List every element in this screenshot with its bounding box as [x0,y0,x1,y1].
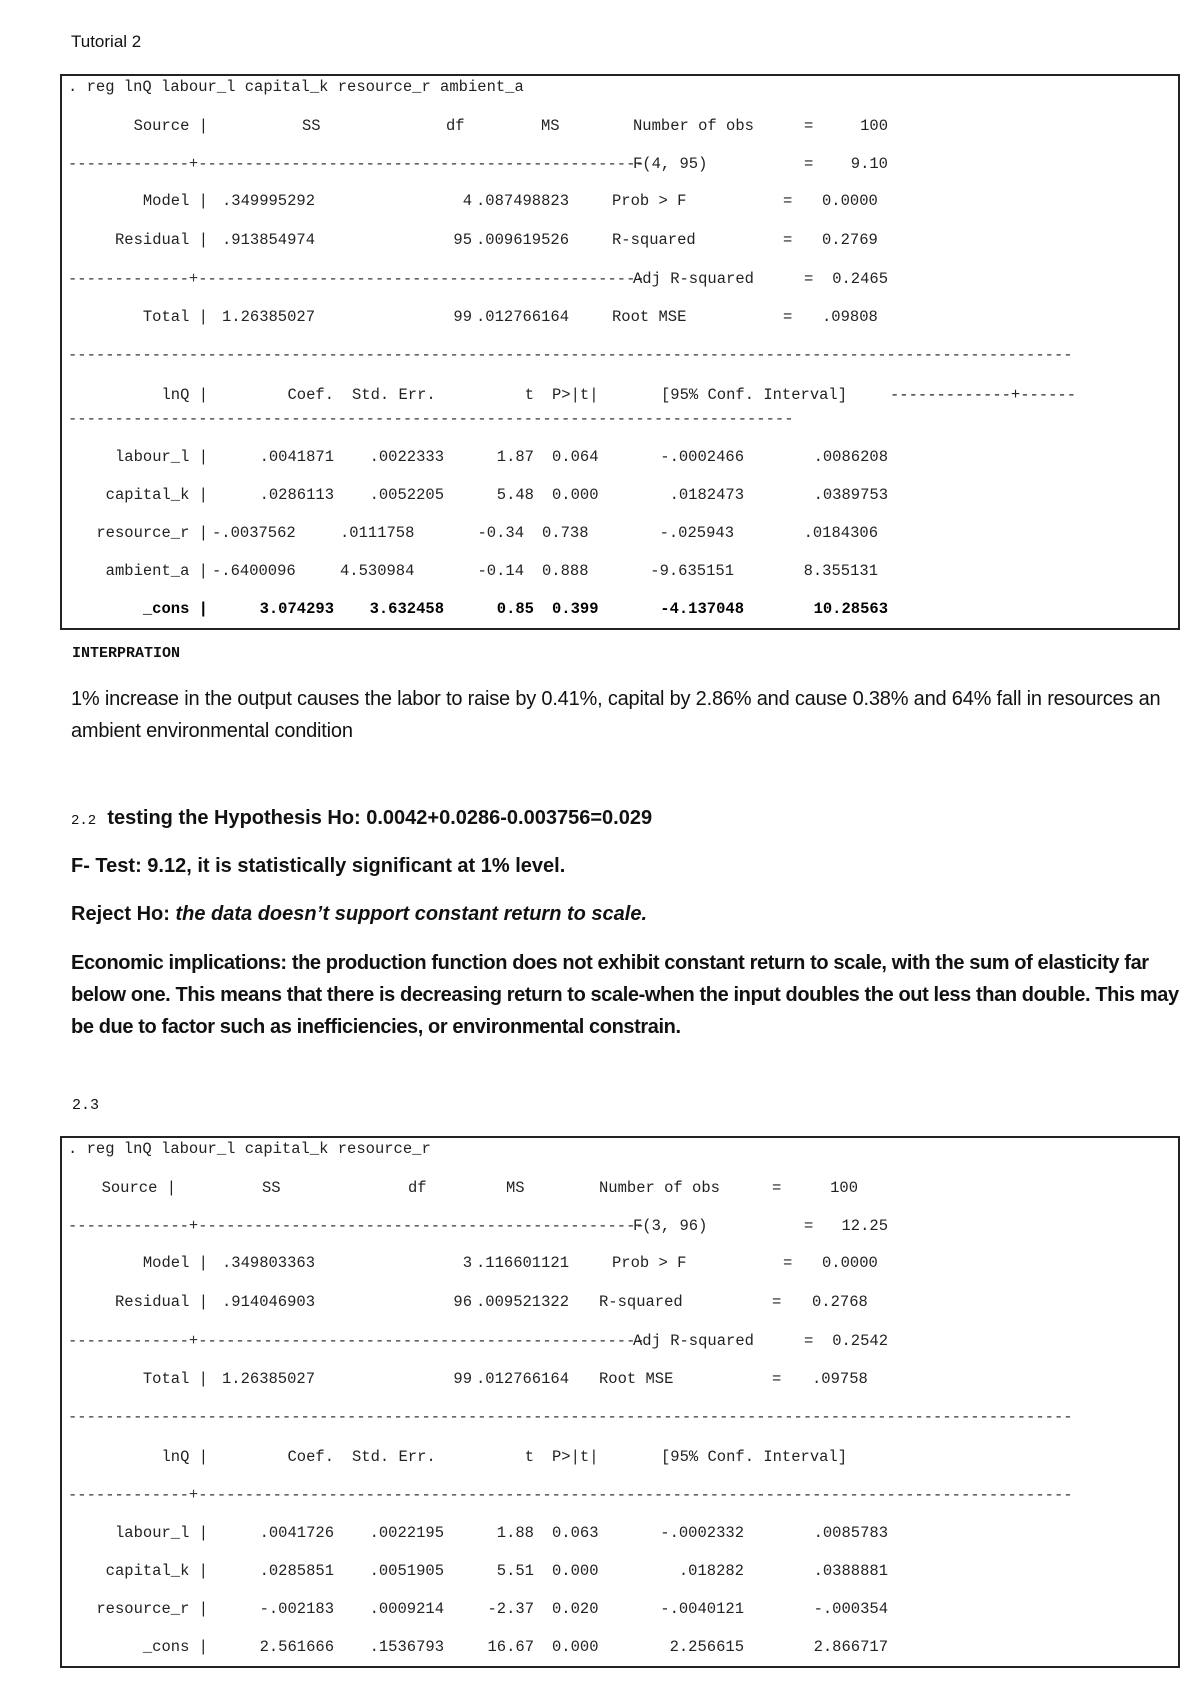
coef-t: -0.14 [477,562,524,580]
divider: ------------------------------------------------------------------------------------------------------------ [68,1408,1073,1426]
coef-value: .0286113 [259,486,334,504]
regression-command: . reg lnQ labour_l capital_k resource_r ambient_a [68,78,524,96]
anova-ss: 1.26385027 [222,308,316,326]
coef-header-coef: Coef. [287,1448,334,1466]
coef-ci-hi: .0184306 [803,524,878,542]
interpretation-text: 1% increase in the output causes the labor to raise by 0.41%, capital by 2.86% and cause 0.38% and 64% fall in resources an ambient environmental condition [71,688,1161,742]
stat-label: Root MSE [599,1370,674,1388]
stat-value: 12.25 [841,1217,888,1235]
section-number: 2.2 [71,813,97,829]
anova-source: Residual | [114,231,208,249]
coef-ci-hi: .0085783 [813,1524,888,1542]
f-test-text: F- Test: 9.12, it is statistically significant at 1% level. [71,855,566,877]
coef-var: ambient_a | [105,562,208,580]
stat-eq: = [804,1332,814,1350]
anova-ms: .116601121 [476,1254,570,1272]
stat-eq: = [772,1179,782,1197]
regression-output-1 [60,74,1180,630]
anova-header-ss: SS [302,117,321,135]
coef-header-ci: [95% Conf. Interval] [661,1448,848,1466]
coef-header-var: lnQ | [161,386,208,404]
anova-ss: 1.26385027 [222,1370,316,1388]
anova-header-df: df [446,117,465,135]
coef-se: 4.530984 [340,562,415,580]
divider: -------------+---------------------------------------------------------------------------------------------- [68,1486,1073,1504]
coef-ci-lo: -.0040121 [660,1600,744,1618]
anova-header-ms: MS [506,1179,525,1197]
coef-var: capital_k | [105,1562,208,1580]
divider: -------------+------------------------------------------------ [68,1217,645,1235]
economic-implications: Economic implications: the production function does not exhibit constant return to scale, with the sum of elasticity far below one. This means that there is decreasing return to scale-when the input doubles the out less than double. This may be due to factor such as inefficiencies, or environmental constrain. [71,952,1179,1038]
stat-eq: = [783,231,793,249]
anova-header-ms: MS [541,117,560,135]
stat-label: Root MSE [612,308,687,326]
coef-var: capital_k | [105,486,208,504]
coef-header-p: P>|t| [552,1448,599,1466]
anova-source: Model | [142,192,208,210]
divider: -------------+------------------------------------------------ [68,270,645,288]
anova-ms: .012766164 [476,308,570,326]
coef-p: 0.063 [552,1524,599,1542]
anova-ss: .913854974 [222,231,316,249]
coef-t: 5.51 [496,1562,534,1580]
stat-value: 0.2465 [832,270,888,288]
coef-ci-lo: -4.137048 [660,600,744,618]
document-title: Tutorial 2 [71,32,142,51]
coef-ci-hi: .0389753 [813,486,888,504]
coef-se: .0022333 [369,448,444,466]
coef-ci-lo: .0182473 [669,486,744,504]
regression-command: . reg lnQ labour_l capital_k resource_r [68,1140,431,1158]
coef-p: 0.738 [542,524,589,542]
coef-header-p: P>|t| [552,386,599,404]
stat-value: .09758 [812,1370,868,1388]
coef-p: 0.020 [552,1600,599,1618]
coef-se: .0051905 [369,1562,444,1580]
coef-value: .0041871 [259,448,334,466]
anova-source: Total | [142,1370,208,1388]
stat-eq: = [804,270,814,288]
coef-p: 0.000 [552,1638,599,1656]
coef-value: .0285851 [259,1562,334,1580]
coef-se: .0022195 [369,1524,444,1542]
reject-statement [71,898,647,930]
stat-eq: = [772,1370,782,1388]
coef-ci-hi: 2.866717 [813,1638,888,1656]
coef-value: .0041726 [259,1524,334,1542]
coef-var: labour_l | [114,448,208,466]
coef-ci-lo: .018282 [678,1562,744,1580]
coef-ci-hi: -.000354 [813,1600,888,1618]
stat-label: Adj R-squared [633,1332,754,1350]
coef-header-coef: Coef. [287,386,334,404]
anova-source: Model | [142,1254,208,1272]
stat-eq: = [783,308,793,326]
coef-header-t: t [524,1448,534,1466]
coef-var: resource_r | [96,524,208,542]
coef-var: resource_r | [96,1600,208,1618]
reject-text: the data doesn’t support constant return to scale. [175,903,648,925]
coef-se: .0052205 [369,486,444,504]
coef-ci-lo: -9.635151 [650,562,734,580]
coef-se: .0111758 [340,524,415,542]
divider: ------------------------------------------------------------------------------ [68,410,794,428]
coef-ci-hi: 10.28563 [813,600,888,618]
anova-header-source: Source | [101,1179,176,1197]
interpretation-heading: INTERPRATION [72,645,181,662]
stat-value: 0.2769 [822,231,878,249]
anova-header-source: Source | [133,117,208,135]
coef-p: 0.000 [552,1562,599,1580]
coef-header-se: Std. Err. [352,386,436,404]
coef-t: 5.48 [496,486,534,504]
stat-value: 0.2542 [832,1332,888,1350]
stat-value: 9.10 [850,155,888,173]
coef-ci-hi: .0388881 [813,1562,888,1580]
anova-ms: .009619526 [476,231,570,249]
stat-value: 100 [860,117,888,135]
coef-ci-hi: 8.355131 [803,562,878,580]
coef-header-ci: [95% Conf. Interval] [661,386,848,404]
coef-value: 2.561666 [259,1638,334,1656]
stat-label: R-squared [612,231,696,249]
coef-t: -0.34 [477,524,524,542]
coef-var: labour_l | [114,1524,208,1542]
coef-ci-hi: .0086208 [813,448,888,466]
section-2-2-heading [71,802,652,837]
coef-se: .0009214 [369,1600,444,1618]
stat-label: Number of obs [633,117,754,135]
stat-value: 0.0000 [822,192,878,210]
section-2-3-label: 2.3 [72,1097,100,1114]
divider: ------------------------------------------------------------------------------------------------------------ [68,346,1073,364]
coef-ci-lo: -.0002466 [660,448,744,466]
regression-output-2 [60,1136,1180,1668]
stat-value: .09808 [822,308,878,326]
coef-value: 3.074293 [259,600,334,618]
coef-p: 0.000 [552,486,599,504]
coef-t: 16.67 [487,1638,534,1656]
stat-eq: = [783,1254,793,1272]
divider: -------------+------------------------------------------------ [68,1332,645,1350]
anova-ss: .914046903 [222,1293,316,1311]
coef-ci-lo: -.0002332 [660,1524,744,1542]
coef-header-se: Std. Err. [352,1448,436,1466]
coef-se: .1536793 [369,1638,444,1656]
stat-label: Prob > F [612,1254,687,1272]
stat-label: Number of obs [599,1179,720,1197]
coef-value: -.002183 [259,1600,334,1618]
coef-ci-lo: -.025943 [659,524,734,542]
anova-header-ss: SS [262,1179,281,1197]
anova-df: 3 [462,1254,472,1272]
stat-eq: = [772,1293,782,1311]
anova-ms: .009521322 [476,1293,570,1311]
anova-ss: .349995292 [222,192,316,210]
coef-p: 0.064 [552,448,599,466]
coef-p: 0.399 [552,600,599,618]
coef-var: _cons | [142,600,208,618]
stat-label: F(4, 95) [633,155,708,173]
coef-var: _cons | [142,1638,208,1656]
coef-se: 3.632458 [369,600,444,618]
coef-header-tail: -------------+------ [890,386,1077,404]
stat-eq: = [804,155,814,173]
stat-value: 0.0000 [822,1254,878,1272]
anova-ms: .087498823 [476,192,570,210]
reject-label: Reject Ho: [71,903,170,925]
anova-ss: .349803363 [222,1254,316,1272]
stat-value: 0.2768 [812,1293,868,1311]
stat-eq: = [804,1217,814,1235]
stat-label: F(3, 96) [633,1217,708,1235]
anova-df: 96 [453,1293,472,1311]
stat-value: 100 [830,1179,858,1197]
anova-df: 4 [462,192,472,210]
coef-header-var: lnQ | [161,1448,208,1466]
coef-ci-lo: 2.256615 [669,1638,744,1656]
stat-eq: = [804,117,814,135]
anova-df: 99 [453,308,472,326]
anova-ms: .012766164 [476,1370,570,1388]
anova-df: 95 [453,231,472,249]
coef-t: 1.88 [496,1524,534,1542]
stat-eq: = [783,192,793,210]
anova-df: 99 [453,1370,472,1388]
coef-value: -.6400096 [212,562,296,580]
anova-source: Total | [142,308,208,326]
anova-header-df: df [408,1179,427,1197]
coef-value: -.0037562 [212,524,296,542]
hypothesis-text: testing the Hypothesis Ho: 0.0042+0.0286-0.003756=0.029 [107,807,653,829]
stat-label: Adj R-squared [633,270,754,288]
coef-t: -2.37 [487,1600,534,1618]
coef-t: 0.85 [496,600,534,618]
anova-source: Residual | [114,1293,208,1311]
coef-header-t: t [524,386,534,404]
coef-p: 0.888 [542,562,589,580]
coef-t: 1.87 [496,448,534,466]
divider: -------------+------------------------------------------------ [68,155,645,173]
stat-label: R-squared [599,1293,683,1311]
stat-label: Prob > F [612,192,687,210]
